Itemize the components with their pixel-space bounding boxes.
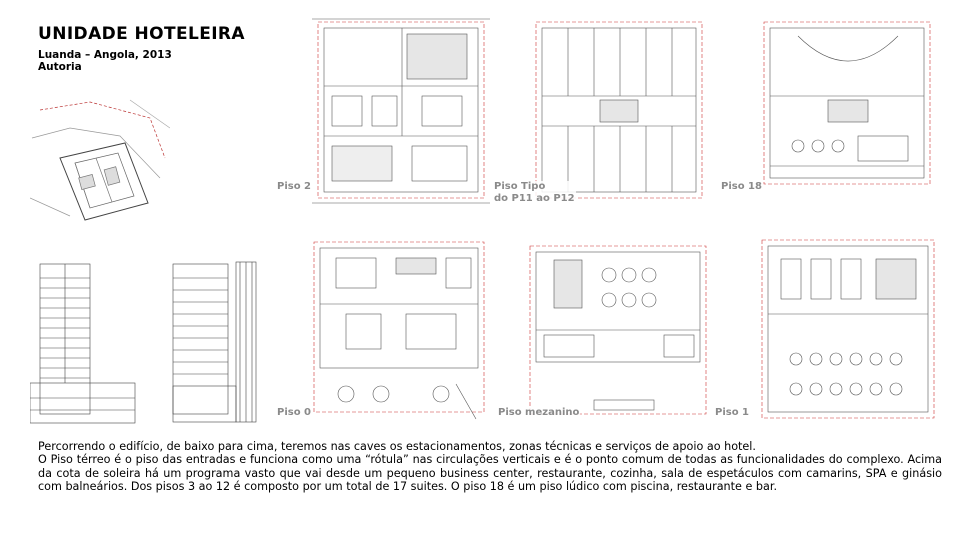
- floor-plan-piso-mezanino: [524, 240, 714, 420]
- label-piso-tipo-line2: do P11 ao P12: [494, 193, 575, 204]
- floor-plan-piso-tipo: [530, 16, 708, 206]
- description-paragraph-2: O Piso térreo é o piso das entradas e funciona como uma “rótula” nas circulações verticais e é o ponto comum de todas as funcionalidades do complexo. Acima da cota de soleira há um programa vasto que vai desde um pequeno business center, restaurante, cozinha, sala de espetáculos com camarins, SPA e ginásio com balneários. Dos pisos 3 ao 12 é composto por um total de 17 suites. O piso 18 é um piso lúdico com piscina, restaurante e bar.: [38, 453, 942, 494]
- project-location: Luanda – Angola, 2013: [38, 49, 172, 61]
- project-description: [38, 440, 942, 494]
- floor-plan-piso18: [758, 16, 936, 191]
- page-title: UNIDADE HOTELEIRA: [38, 24, 245, 44]
- section-drawing-left: [30, 258, 138, 428]
- label-piso18: Piso 18: [721, 181, 762, 192]
- section-drawing-right: [168, 258, 276, 428]
- label-piso-tipo: [493, 181, 576, 205]
- label-piso-tipo-line1: Piso Tipo: [494, 181, 546, 192]
- project-author: Autoria: [38, 61, 82, 73]
- site-plan-drawing: [30, 98, 170, 223]
- floor-plan-piso2: [312, 16, 490, 206]
- floor-plan-piso1: [756, 234, 940, 426]
- label-piso-mezanino: Piso mezanino: [498, 407, 580, 418]
- description-paragraph-1: Percorrendo o edifício, de baixo para cima, teremos nas caves os estacionamentos, zonas técnicas e serviços de apoio ao hotel.: [38, 440, 756, 453]
- label-piso0: Piso 0: [277, 407, 312, 418]
- label-piso1: Piso 1: [715, 407, 750, 418]
- project-subtitle: [38, 49, 172, 73]
- label-piso2: Piso 2: [277, 181, 312, 192]
- floor-plan-piso0: [306, 234, 496, 426]
